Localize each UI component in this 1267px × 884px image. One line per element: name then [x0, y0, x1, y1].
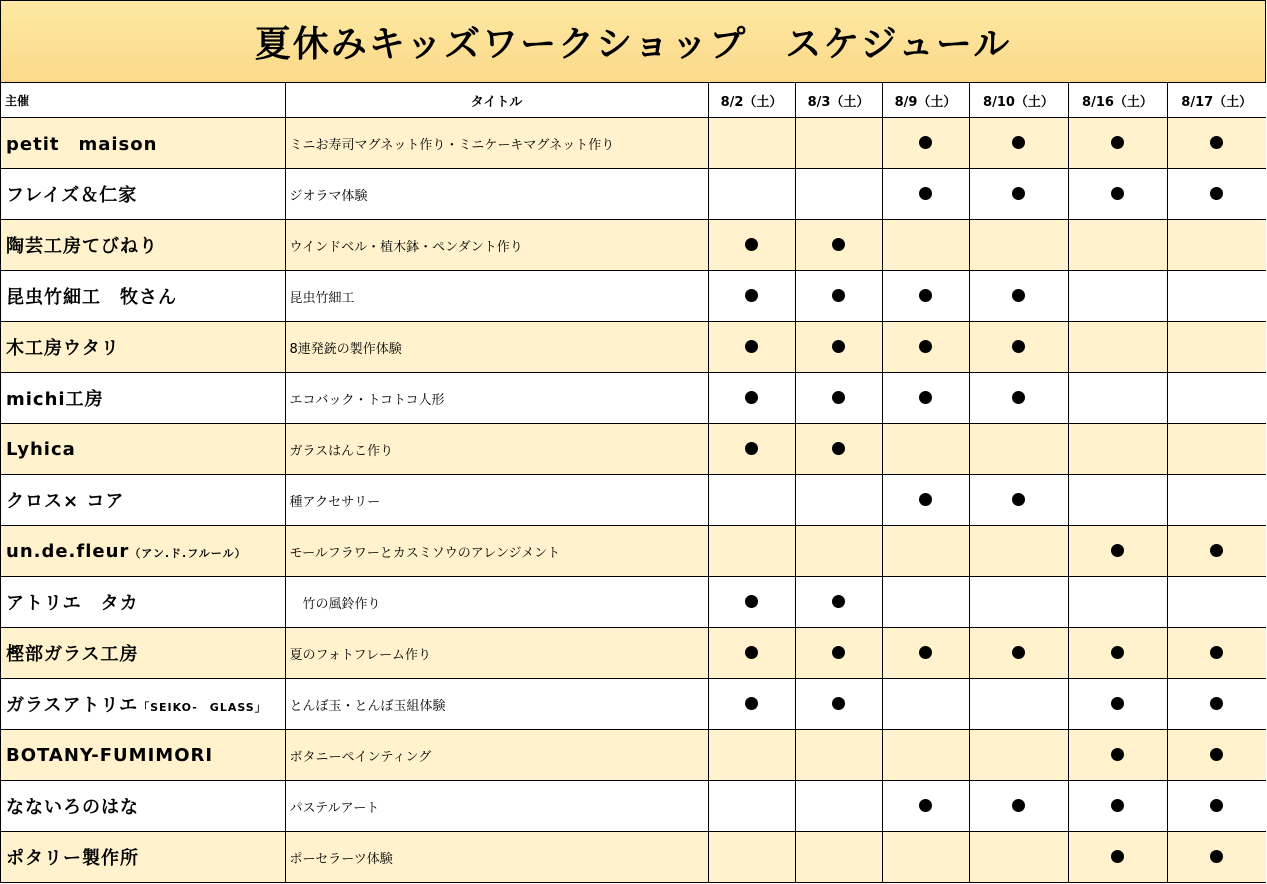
- date-cell: [1068, 424, 1167, 475]
- date-cell: [795, 373, 882, 424]
- scheduled-dot-icon: [1210, 544, 1223, 557]
- scheduled-dot-icon: [919, 493, 932, 506]
- table-row: [1, 220, 1266, 271]
- host-cell: [1, 577, 285, 628]
- schedule-body: [1, 118, 1266, 883]
- workshop-title-cell: ウインドベル・植木鉢・ペンダント作り: [285, 220, 708, 271]
- date-cell: [1068, 577, 1167, 628]
- header-host: 主催: [1, 83, 285, 118]
- host-cell: [1, 526, 285, 577]
- date-cell: [969, 322, 1068, 373]
- host-name: フレイズ＆仁家: [6, 185, 138, 206]
- host-name: ガラスアトリエ: [6, 695, 139, 716]
- date-cell: [1068, 322, 1167, 373]
- scheduled-dot-icon: [1210, 646, 1223, 659]
- date-cell: [1167, 118, 1266, 169]
- date-cell: [1167, 424, 1266, 475]
- date-cell: [1167, 220, 1266, 271]
- host-name: un.de.fleur: [6, 540, 130, 562]
- date-cell: [969, 832, 1068, 883]
- date-cell: [708, 322, 795, 373]
- date-cell: [882, 424, 969, 475]
- scheduled-dot-icon: [1012, 187, 1025, 200]
- scheduled-dot-icon: [832, 697, 845, 710]
- table-row: [1, 679, 1266, 730]
- host-cell: [1, 118, 285, 169]
- scheduled-dot-icon: [1012, 340, 1025, 353]
- workshop-title-cell: ジオラマ体験: [285, 169, 708, 220]
- scheduled-dot-icon: [1012, 799, 1025, 812]
- scheduled-dot-icon: [745, 442, 758, 455]
- host-name: 昆虫竹細工 牧さん: [6, 287, 177, 308]
- date-cell: [1068, 832, 1167, 883]
- date-cell: [969, 577, 1068, 628]
- scheduled-dot-icon: [1111, 850, 1124, 863]
- date-cell: [795, 220, 882, 271]
- host-name: クロス× コア: [6, 491, 125, 512]
- workshop-title-cell: ボタニーペインティング: [285, 730, 708, 781]
- scheduled-dot-icon: [919, 187, 932, 200]
- workshop-title-cell: エコバック・トコトコ人形: [285, 373, 708, 424]
- scheduled-dot-icon: [1111, 799, 1124, 812]
- date-cell: [708, 526, 795, 577]
- date-cell: [1068, 169, 1167, 220]
- table-row: [1, 832, 1266, 883]
- date-cell: [882, 679, 969, 730]
- table-row: [1, 118, 1266, 169]
- scheduled-dot-icon: [745, 595, 758, 608]
- scheduled-dot-icon: [1210, 697, 1223, 710]
- date-cell: [795, 679, 882, 730]
- table-row: [1, 322, 1266, 373]
- scheduled-dot-icon: [832, 340, 845, 353]
- date-cell: [1167, 169, 1266, 220]
- date-cell: [708, 373, 795, 424]
- date-cell: [1068, 781, 1167, 832]
- header-date: 8/3（土）: [795, 83, 882, 118]
- date-cell: [882, 118, 969, 169]
- scheduled-dot-icon: [1111, 136, 1124, 149]
- date-cell: [882, 526, 969, 577]
- scheduled-dot-icon: [1210, 850, 1223, 863]
- host-cell: [1, 220, 285, 271]
- table-row: [1, 526, 1266, 577]
- scheduled-dot-icon: [832, 289, 845, 302]
- host-name: BOTANY-FUMIMORI: [6, 744, 214, 766]
- date-cell: [882, 577, 969, 628]
- date-cell: [708, 118, 795, 169]
- date-cell: [969, 373, 1068, 424]
- date-cell: [882, 781, 969, 832]
- date-cell: [882, 169, 969, 220]
- date-cell: [1167, 322, 1266, 373]
- host-name: ポタリー製作所: [6, 848, 139, 869]
- date-cell: [969, 169, 1068, 220]
- scheduled-dot-icon: [832, 646, 845, 659]
- scheduled-dot-icon: [1111, 187, 1124, 200]
- header-date: 8/9（土）: [882, 83, 969, 118]
- date-cell: [969, 679, 1068, 730]
- title-banner: [1, 1, 1265, 83]
- date-cell: [1068, 271, 1167, 322]
- table-row: [1, 424, 1266, 475]
- scheduled-dot-icon: [745, 238, 758, 251]
- date-cell: [708, 781, 795, 832]
- date-cell: [1167, 679, 1266, 730]
- date-cell: [969, 424, 1068, 475]
- date-cell: [708, 577, 795, 628]
- workshop-title-cell: モールフラワーとカスミソウのアレンジメント: [285, 526, 708, 577]
- host-name: petit maison: [6, 134, 158, 155]
- scheduled-dot-icon: [1012, 646, 1025, 659]
- workshop-title-cell: 竹の風鈴作り: [285, 577, 708, 628]
- date-cell: [795, 475, 882, 526]
- date-cell: [882, 832, 969, 883]
- date-cell: [1167, 526, 1266, 577]
- date-cell: [969, 475, 1068, 526]
- scheduled-dot-icon: [919, 646, 932, 659]
- host-cell: [1, 169, 285, 220]
- scheduled-dot-icon: [1111, 748, 1124, 761]
- header-title: タイトル: [285, 83, 708, 118]
- header-date: 8/17（土）: [1167, 83, 1266, 118]
- date-cell: [969, 118, 1068, 169]
- page-title: 夏休みキッズワークショップ スケジュール: [254, 24, 1012, 65]
- date-cell: [882, 475, 969, 526]
- date-cell: [882, 730, 969, 781]
- scheduled-dot-icon: [1210, 136, 1223, 149]
- date-cell: [1068, 475, 1167, 526]
- workshop-title-cell: ガラスはんこ作り: [285, 424, 708, 475]
- date-cell: [708, 271, 795, 322]
- date-cell: [969, 271, 1068, 322]
- date-cell: [1167, 832, 1266, 883]
- table-row: [1, 169, 1266, 220]
- scheduled-dot-icon: [745, 697, 758, 710]
- date-cell: [882, 373, 969, 424]
- date-cell: [708, 169, 795, 220]
- header-date: 8/16（土）: [1068, 83, 1167, 118]
- date-cell: [1068, 526, 1167, 577]
- date-cell: [795, 781, 882, 832]
- host-cell: [1, 730, 285, 781]
- date-cell: [969, 781, 1068, 832]
- scheduled-dot-icon: [1210, 799, 1223, 812]
- date-cell: [708, 220, 795, 271]
- host-cell: [1, 271, 285, 322]
- schedule-table: [1, 83, 1266, 882]
- scheduled-dot-icon: [1210, 187, 1223, 200]
- workshop-title-cell: 夏のフォトフレーム作り: [285, 628, 708, 679]
- date-cell: [1167, 373, 1266, 424]
- date-cell: [795, 118, 882, 169]
- date-cell: [969, 220, 1068, 271]
- host-cell: [1, 424, 285, 475]
- scheduled-dot-icon: [1012, 289, 1025, 302]
- date-cell: [708, 475, 795, 526]
- workshop-title-cell: 8連発銃の製作体験: [285, 322, 708, 373]
- date-cell: [708, 628, 795, 679]
- host-name: 樫部ガラス工房: [6, 644, 139, 665]
- date-cell: [708, 679, 795, 730]
- host-name: アトリエ タカ: [6, 593, 139, 614]
- table-row: [1, 577, 1266, 628]
- scheduled-dot-icon: [745, 391, 758, 404]
- workshop-title-cell: ポーセラーツ体験: [285, 832, 708, 883]
- date-cell: [1167, 628, 1266, 679]
- date-cell: [969, 526, 1068, 577]
- date-cell: [1167, 475, 1266, 526]
- scheduled-dot-icon: [1111, 646, 1124, 659]
- host-name: 木工房ウタリ: [6, 338, 120, 359]
- date-cell: [795, 577, 882, 628]
- table-row: [1, 373, 1266, 424]
- scheduled-dot-icon: [1012, 136, 1025, 149]
- date-cell: [1167, 730, 1266, 781]
- host-name: michi工房: [6, 389, 104, 410]
- workshop-title-cell: 昆虫竹細工: [285, 271, 708, 322]
- host-name: Lyhica: [6, 438, 76, 460]
- scheduled-dot-icon: [832, 238, 845, 251]
- date-cell: [795, 526, 882, 577]
- date-cell: [795, 169, 882, 220]
- scheduled-dot-icon: [1210, 748, 1223, 761]
- scheduled-dot-icon: [832, 595, 845, 608]
- host-cell: [1, 628, 285, 679]
- host-name: 陶芸工房てびねり: [6, 236, 158, 257]
- header-date: 8/10（土）: [969, 83, 1068, 118]
- date-cell: [708, 832, 795, 883]
- scheduled-dot-icon: [919, 289, 932, 302]
- date-cell: [882, 220, 969, 271]
- workshop-title-cell: とんぼ玉・とんぼ玉組体験: [285, 679, 708, 730]
- workshop-title-cell: ミニお寿司マグネット作り・ミニケーキマグネット作り: [285, 118, 708, 169]
- host-cell: [1, 781, 285, 832]
- scheduled-dot-icon: [745, 646, 758, 659]
- table-row: [1, 271, 1266, 322]
- date-cell: [1068, 628, 1167, 679]
- header-date: 8/2（土）: [708, 83, 795, 118]
- workshop-title-cell: 種アクセサリー: [285, 475, 708, 526]
- scheduled-dot-icon: [745, 289, 758, 302]
- date-cell: [1167, 781, 1266, 832]
- host-cell: [1, 373, 285, 424]
- date-cell: [1068, 118, 1167, 169]
- date-cell: [1068, 730, 1167, 781]
- scheduled-dot-icon: [1012, 493, 1025, 506]
- date-cell: [708, 424, 795, 475]
- table-row: [1, 628, 1266, 679]
- date-cell: [795, 730, 882, 781]
- table-row: [1, 781, 1266, 832]
- date-cell: [795, 832, 882, 883]
- scheduled-dot-icon: [832, 442, 845, 455]
- date-cell: [1068, 220, 1167, 271]
- scheduled-dot-icon: [1012, 391, 1025, 404]
- host-cell: [1, 832, 285, 883]
- scheduled-dot-icon: [745, 340, 758, 353]
- date-cell: [1167, 271, 1266, 322]
- scheduled-dot-icon: [1111, 544, 1124, 557]
- host-name-sub: 「SEIKO- GLASS」: [138, 701, 267, 714]
- date-cell: [795, 628, 882, 679]
- scheduled-dot-icon: [919, 391, 932, 404]
- date-cell: [882, 322, 969, 373]
- scheduled-dot-icon: [832, 391, 845, 404]
- date-cell: [882, 628, 969, 679]
- header-row: [1, 83, 1266, 118]
- date-cell: [1068, 373, 1167, 424]
- date-cell: [708, 730, 795, 781]
- table-row: [1, 730, 1266, 781]
- date-cell: [795, 322, 882, 373]
- date-cell: [795, 424, 882, 475]
- host-name: なないろのはな: [6, 797, 139, 818]
- host-cell: [1, 475, 285, 526]
- workshop-title-cell: パステルアート: [285, 781, 708, 832]
- date-cell: [969, 628, 1068, 679]
- host-cell: [1, 679, 285, 730]
- date-cell: [1068, 679, 1167, 730]
- scheduled-dot-icon: [919, 136, 932, 149]
- date-cell: [795, 271, 882, 322]
- scheduled-dot-icon: [1111, 697, 1124, 710]
- table-row: [1, 475, 1266, 526]
- date-cell: [1167, 577, 1266, 628]
- scheduled-dot-icon: [919, 340, 932, 353]
- host-cell: [1, 322, 285, 373]
- date-cell: [969, 730, 1068, 781]
- scheduled-dot-icon: [919, 799, 932, 812]
- date-cell: [882, 271, 969, 322]
- host-name-sub: （アン.ド.フルール）: [129, 546, 247, 560]
